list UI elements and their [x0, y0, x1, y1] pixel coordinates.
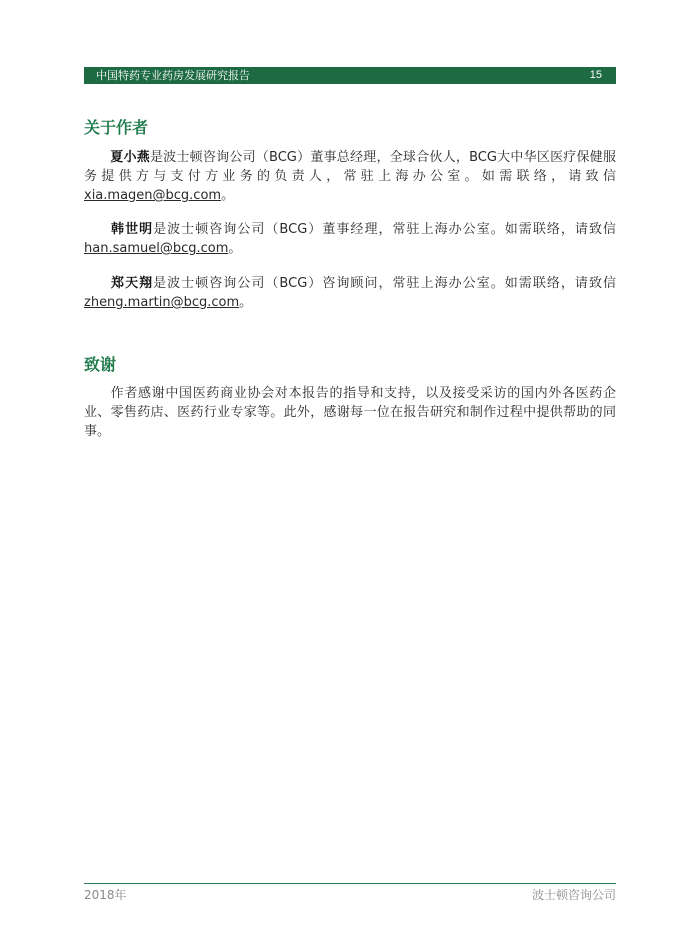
footer-divider — [84, 883, 616, 884]
author-name: 韩世明 — [110, 222, 154, 237]
author-paragraph — [84, 148, 616, 205]
page-number: 15 — [589, 69, 602, 81]
author-email-link[interactable]: xia.magen@bcg.com — [84, 188, 222, 203]
acknowledgements-paragraph — [84, 384, 616, 441]
author-description: 是波士顿咨询公司（BCG）董事总经理，全球合伙人，BCG大中华区医疗保健服务提供方与支付方业务的负责人，常驻上海办公室。如需联络，请致信 — [84, 150, 616, 184]
author-email-link[interactable]: han.samuel@bcg.com — [84, 241, 229, 256]
author-paragraph — [84, 274, 616, 312]
author-email-link[interactable]: zheng.martin@bcg.com — [84, 295, 240, 310]
footer-company: 波士顿咨询公司 — [531, 888, 616, 902]
author-name: 郑天翔 — [110, 276, 154, 291]
sentence-end: 。 — [239, 295, 253, 310]
acknowledgements-text: 作者感谢中国医药商业协会对本报告的指导和支持，以及接受采访的国内外各医药企业、零售药店、医药行业专家等。此外，感谢每一位在报告研究和制作过程中提供帮助的同事。 — [84, 386, 616, 439]
about-authors-heading: 关于作者 — [84, 118, 149, 137]
author-description: 是波士顿咨询公司（BCG）董事经理，常驻上海办公室。如需联络，请致信 — [153, 222, 616, 237]
sentence-end: 。 — [228, 241, 242, 256]
header-bar — [84, 67, 616, 84]
author-name: 夏小燕 — [110, 150, 150, 165]
report-title: 中国特药专业药房发展研究报告 — [96, 69, 250, 82]
footer-year: 2018年 — [84, 888, 127, 902]
acknowledgements-heading: 致谢 — [84, 355, 117, 374]
sentence-end: 。 — [221, 188, 235, 203]
author-paragraph — [84, 220, 616, 258]
author-description: 是波士顿咨询公司（BCG）咨询顾问，常驻上海办公室。如需联络，请致信 — [153, 276, 616, 291]
